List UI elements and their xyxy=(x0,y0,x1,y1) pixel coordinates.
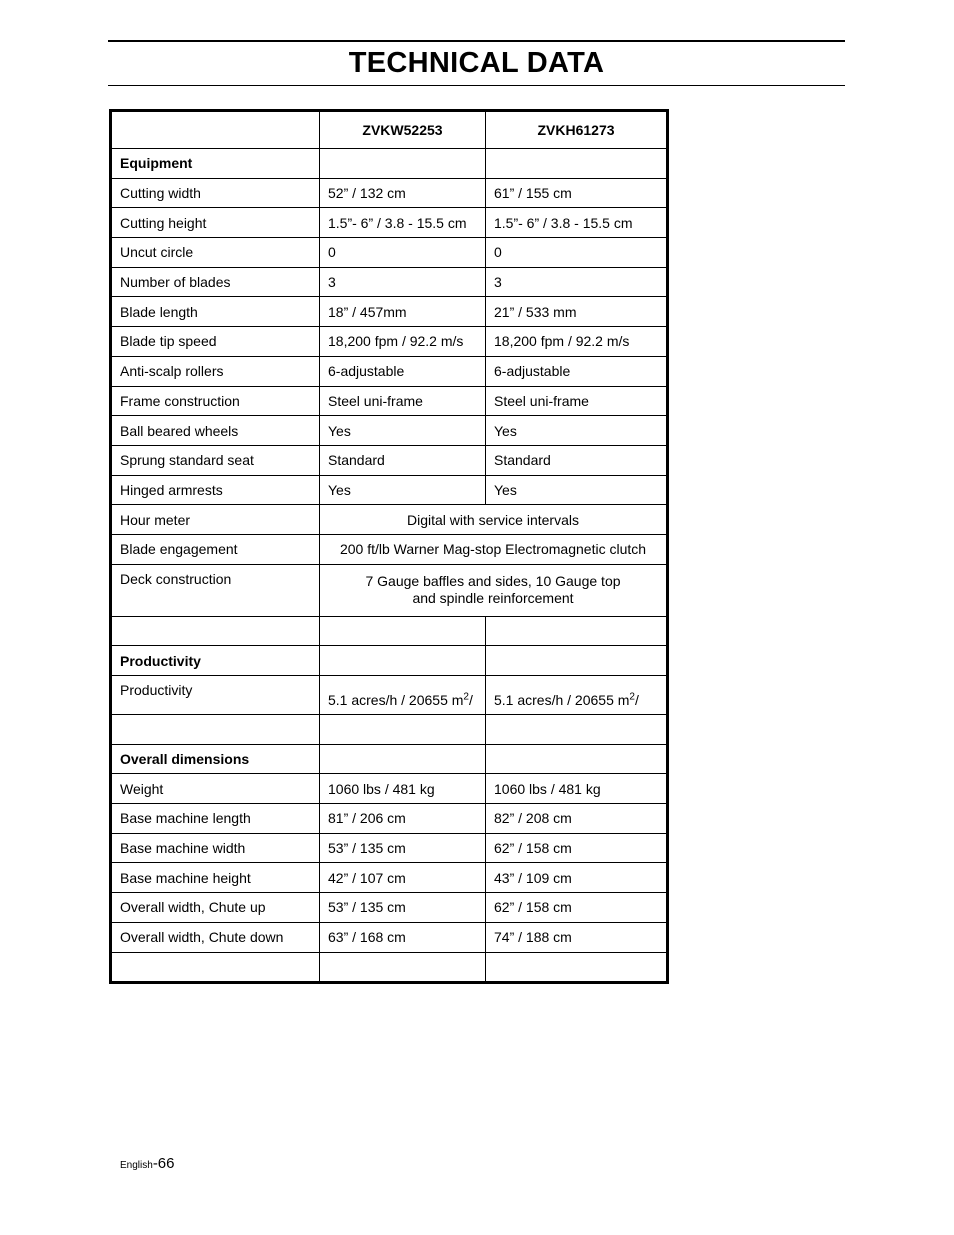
table-row xyxy=(111,774,668,804)
row-label: Overall width, Chute down xyxy=(111,922,320,952)
productivity-value: 5.1 acres/h / 20655 m xyxy=(328,692,464,708)
value-cell-b: 18,200 fpm / 92.2 m/s xyxy=(486,327,668,357)
value-cell-a: Steel uni-frame xyxy=(320,386,486,416)
footer-language: English xyxy=(120,1160,153,1171)
section-row-productivity xyxy=(111,646,668,676)
top-rule xyxy=(108,40,845,42)
table-row-productivity xyxy=(111,676,668,715)
page-title: TECHNICAL DATA xyxy=(348,47,605,79)
value-cell-a: 0 xyxy=(320,238,486,268)
value-cell-b: 3 xyxy=(486,267,668,297)
row-label: Base machine width xyxy=(111,833,320,863)
table-row xyxy=(111,386,668,416)
spacer-row xyxy=(111,715,668,745)
empty-cell xyxy=(320,616,486,646)
merged-value-cell xyxy=(320,564,668,616)
value-cell-b: 74” / 188 cm xyxy=(486,922,668,952)
empty-cell xyxy=(111,715,320,745)
table-row xyxy=(111,804,668,834)
table-row xyxy=(111,238,668,268)
table-row xyxy=(111,445,668,475)
footer-page-number: -66 xyxy=(152,1155,175,1172)
productivity-value: 5.1 acres/h / 20655 m xyxy=(494,692,630,708)
deck-line-1: 7 Gauge baffles and sides, 10 Gauge top xyxy=(365,573,621,590)
row-label: Blade length xyxy=(111,297,320,327)
section-label: Productivity xyxy=(111,646,320,676)
row-label: Deck construction xyxy=(111,564,320,616)
row-label: Sprung standard seat xyxy=(111,445,320,475)
row-label: Weight xyxy=(111,774,320,804)
row-label: Overall width, Chute up xyxy=(111,893,320,923)
row-label: Ball beared wheels xyxy=(111,416,320,446)
header-model-zvkw52253: ZVKW52253 xyxy=(320,111,486,149)
table-row xyxy=(111,475,668,505)
row-label: Uncut circle xyxy=(111,238,320,268)
table-row xyxy=(111,327,668,357)
spacer-row xyxy=(111,616,668,646)
value-cell-b: 1.5”- 6” / 3.8 - 15.5 cm xyxy=(486,208,668,238)
row-label: Hour meter xyxy=(111,505,320,535)
table-row-blade-engagement xyxy=(111,534,668,564)
value-cell-b: 62” / 158 cm xyxy=(486,893,668,923)
table-row xyxy=(111,267,668,297)
value-cell-a: Yes xyxy=(320,416,486,446)
section-row-overall-dimensions xyxy=(111,744,668,774)
empty-cell xyxy=(486,744,668,774)
value-cell-a xyxy=(320,676,486,715)
row-label: Base machine length xyxy=(111,804,320,834)
row-label: Frame construction xyxy=(111,386,320,416)
row-label: Base machine height xyxy=(111,863,320,893)
deck-line-2: and spindle reinforcement xyxy=(412,590,574,607)
value-cell-b: 43” / 109 cm xyxy=(486,863,668,893)
value-cell-b: 82” / 208 cm xyxy=(486,804,668,834)
table-row xyxy=(111,893,668,923)
page-footer xyxy=(120,1155,175,1172)
table-row-deck-construction xyxy=(111,564,668,616)
value-cell-b: Yes xyxy=(486,475,668,505)
value-cell-a: 53” / 135 cm xyxy=(320,833,486,863)
value-cell-b xyxy=(486,676,668,715)
superscript: 2 xyxy=(629,691,635,703)
value-cell-b: 21” / 533 mm xyxy=(486,297,668,327)
table-row xyxy=(111,208,668,238)
row-label: Blade tip speed xyxy=(111,327,320,357)
value-cell-a: 81” / 206 cm xyxy=(320,804,486,834)
header-model-zvkh61273: ZVKH61273 xyxy=(486,111,668,149)
row-label: Cutting height xyxy=(111,208,320,238)
value-cell-b: Standard xyxy=(486,445,668,475)
table-row xyxy=(111,922,668,952)
section-label: Equipment xyxy=(111,149,320,179)
table-row xyxy=(111,833,668,863)
row-label: Hinged armrests xyxy=(111,475,320,505)
spacer-row xyxy=(111,952,668,983)
table-row-hour-meter xyxy=(111,505,668,535)
row-label: Cutting width xyxy=(111,178,320,208)
value-cell-b: 61” / 155 cm xyxy=(486,178,668,208)
section-label: Overall dimensions xyxy=(111,744,320,774)
technical-data-table xyxy=(109,109,669,984)
empty-cell xyxy=(486,616,668,646)
row-label: Productivity xyxy=(111,676,320,715)
row-label: Number of blades xyxy=(111,267,320,297)
row-label: Blade engagement xyxy=(111,534,320,564)
header-blank-cell xyxy=(111,111,320,149)
value-cell-a: Yes xyxy=(320,475,486,505)
empty-cell xyxy=(486,715,668,745)
empty-cell xyxy=(486,646,668,676)
value-cell-b: 0 xyxy=(486,238,668,268)
table-row xyxy=(111,863,668,893)
value-cell-a: 52” / 132 cm xyxy=(320,178,486,208)
value-cell-a: 1060 lbs / 481 kg xyxy=(320,774,486,804)
value-cell-a: 6-adjustable xyxy=(320,356,486,386)
section-row-equipment xyxy=(111,149,668,179)
empty-cell xyxy=(320,646,486,676)
empty-cell xyxy=(111,952,320,983)
value-cell-a: 18” / 457mm xyxy=(320,297,486,327)
value-cell-a: 42” / 107 cm xyxy=(320,863,486,893)
superscript: 2 xyxy=(463,691,469,703)
table-row xyxy=(111,178,668,208)
value-cell-a: 3 xyxy=(320,267,486,297)
value-cell-b: 1060 lbs / 481 kg xyxy=(486,774,668,804)
value-cell-a: 63” / 168 cm xyxy=(320,922,486,952)
value-cell-b: 62” / 158 cm xyxy=(486,833,668,863)
empty-cell xyxy=(111,616,320,646)
empty-cell xyxy=(486,952,668,983)
merged-value-cell: 200 ft/lb Warner Mag-stop Electromagnetic clutch xyxy=(320,534,668,564)
productivity-suffix: / xyxy=(468,692,473,708)
table-row xyxy=(111,356,668,386)
value-cell-a: 1.5”- 6” / 3.8 - 15.5 cm xyxy=(320,208,486,238)
title-underline xyxy=(108,85,845,86)
empty-cell xyxy=(486,149,668,179)
value-cell-a: 18,200 fpm / 92.2 m/s xyxy=(320,327,486,357)
value-cell-b: Steel uni-frame xyxy=(486,386,668,416)
empty-cell xyxy=(320,715,486,745)
empty-cell xyxy=(320,952,486,983)
row-label: Anti-scalp rollers xyxy=(111,356,320,386)
value-cell-a: 53” / 135 cm xyxy=(320,893,486,923)
empty-cell xyxy=(320,744,486,774)
table-row xyxy=(111,416,668,446)
value-cell-b: 6-adjustable xyxy=(486,356,668,386)
empty-cell xyxy=(320,149,486,179)
value-cell-a: Standard xyxy=(320,445,486,475)
productivity-suffix: / xyxy=(634,692,639,708)
table-row xyxy=(111,297,668,327)
value-cell-b: Yes xyxy=(486,416,668,446)
table-header-row xyxy=(111,111,668,149)
merged-value-cell: Digital with service intervals xyxy=(320,505,668,535)
